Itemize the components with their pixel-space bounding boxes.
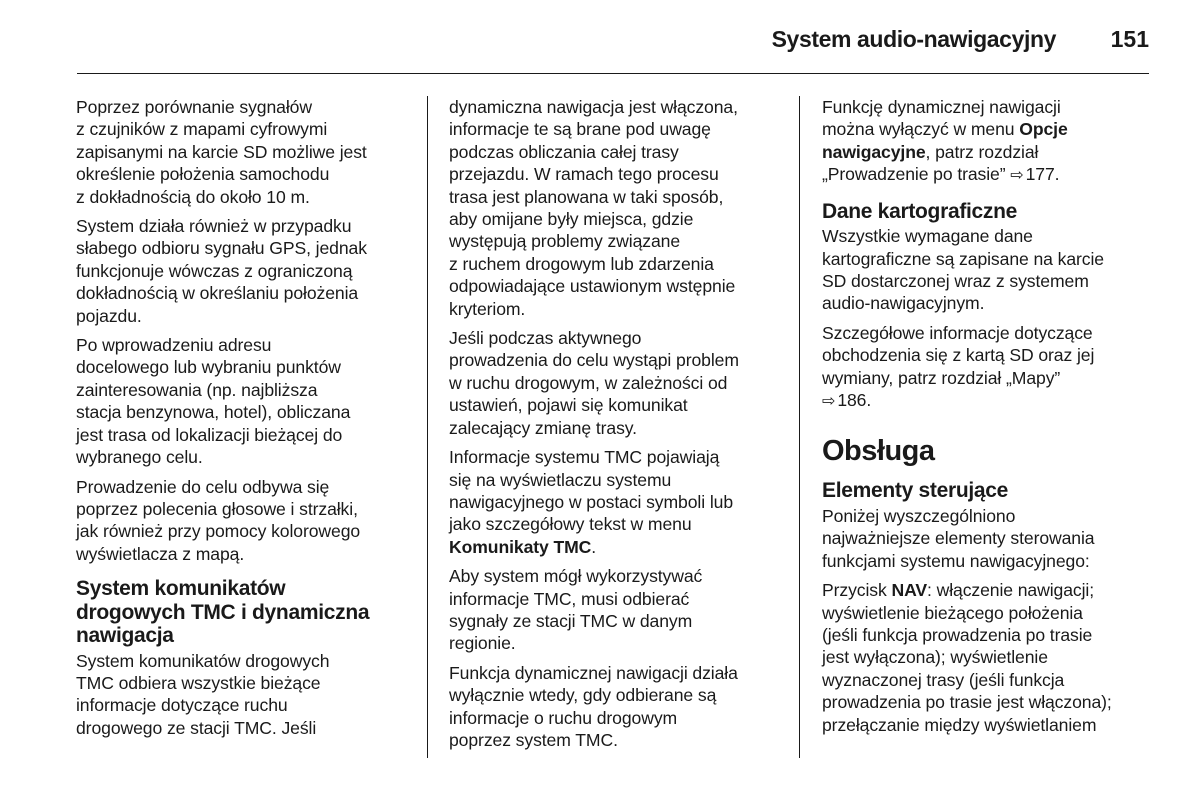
text-line: wyłącznie wtedy, gdy odbierane są bbox=[449, 685, 717, 706]
text-line: nawigacja bbox=[76, 624, 174, 648]
text-line: słabego odbioru sygnału GPS, jednak bbox=[76, 238, 367, 259]
text-line: odpowiadające ustawionym wstępnie bbox=[449, 276, 736, 297]
paragraph-sd-card-details bbox=[822, 322, 1157, 414]
text-line: prowadzenia do celu wystąpi problem bbox=[449, 350, 739, 371]
paragraph-route-calculation bbox=[76, 334, 416, 468]
text-line: Szczegółowe informacje dotyczące bbox=[822, 322, 1093, 343]
paragraph-tmc-display bbox=[449, 446, 789, 558]
nav-button-text bbox=[822, 602, 1157, 736]
text-line: Prowadzenie do celu odbywa się bbox=[76, 476, 330, 497]
paragraph-tmc-reception bbox=[449, 565, 789, 655]
text-line: informacje TMC, musi odbierać bbox=[449, 588, 690, 609]
paragraph-dynamic-only bbox=[449, 662, 789, 752]
text-line: nawigacyjnego w postaci symboli lub bbox=[449, 491, 734, 512]
text-line: System komunikatów bbox=[76, 577, 286, 601]
paragraph-nav-button bbox=[822, 579, 1157, 736]
text-line: przejazdu. W ramach tego procesu bbox=[449, 164, 719, 185]
text-line: poprzez system TMC. bbox=[449, 729, 618, 750]
text-line: (jeśli funkcja prowadzenia po trasie bbox=[822, 624, 1093, 645]
text-fragment: : włączenie nawigacji; bbox=[927, 580, 1095, 601]
paragraph-weak-gps bbox=[76, 215, 416, 327]
heading-text: Elementy sterujące bbox=[822, 479, 1009, 503]
paragraph-map-data bbox=[822, 225, 1157, 315]
text-line: pojazdu. bbox=[76, 305, 142, 326]
text-line: funkcjami systemu nawigacyjnego: bbox=[822, 550, 1090, 571]
text-line: jest wyłączona); wyświetlenie bbox=[822, 647, 1048, 668]
menu-name-navigation-options: Opcje bbox=[1019, 119, 1068, 140]
text-line: wyznaczonej trasy (jeśli funkcja bbox=[822, 669, 1065, 690]
text-line: Funkcję dynamicznej nawigacji bbox=[822, 97, 1061, 117]
column-divider-2 bbox=[799, 96, 800, 758]
page-reference-arrow-icon: ⇨ bbox=[822, 392, 836, 410]
text-line: System komunikatów drogowych bbox=[76, 650, 330, 671]
paragraph-dynamic-navigation bbox=[449, 96, 789, 320]
sentence-end: . bbox=[591, 536, 597, 557]
menu-name-navigation-options-cont: nawigacyjne bbox=[822, 141, 926, 162]
text-line: kartograficzne są zapisane na karcie bbox=[822, 248, 1104, 269]
column-2 bbox=[449, 96, 789, 758]
text-line: z ruchem drogowym lub zdarzenia bbox=[449, 253, 714, 274]
text-line: dokładnością w określaniu położenia bbox=[76, 283, 359, 304]
text-line: dynamiczna nawigacja jest włączona, bbox=[449, 97, 738, 117]
paragraph-traffic-problem bbox=[449, 327, 789, 439]
text-line: wyświetlenie bieżącego położenia bbox=[822, 602, 1083, 623]
column-1 bbox=[76, 96, 416, 746]
text-line: Po wprowadzeniu adresu bbox=[76, 335, 272, 356]
text-fragment: , patrz rozdział bbox=[925, 141, 1039, 162]
text-line: jest trasa od lokalizacji bieżącej do bbox=[76, 424, 343, 445]
paragraph-tmc-intro bbox=[76, 650, 416, 740]
text-line: docelowego lub wybraniu punktów bbox=[76, 357, 341, 378]
text-line: informacje te są brane pod uwagę bbox=[449, 119, 711, 140]
text-line: Poprzez porównanie sygnałów bbox=[76, 97, 312, 117]
text-line: sygnały ze stacji TMC w danym bbox=[449, 610, 693, 631]
page-reference: 186. bbox=[837, 389, 872, 410]
page-header bbox=[0, 0, 1200, 78]
text-line: regionie. bbox=[449, 633, 516, 654]
text-line: System działa również w przypadku bbox=[76, 216, 352, 237]
text-line: z czujników z mapami cyfrowymi bbox=[76, 119, 328, 140]
text-line: zainteresowania (np. najbliższa bbox=[76, 379, 318, 400]
text-line: informacje o ruchu drogowym bbox=[449, 707, 678, 728]
text-line: najważniejsze elementy sterowania bbox=[822, 528, 1095, 549]
text-line: Aby system mógł wykorzystywać bbox=[449, 566, 703, 587]
text-line: przełączanie między wyświetlaniem bbox=[822, 714, 1097, 735]
page-reference: 177. bbox=[1025, 164, 1060, 185]
column-3 bbox=[822, 96, 1157, 743]
text-line: Jeśli podczas aktywnego bbox=[449, 328, 642, 349]
text-line: prowadzenia po trasie jest włączona); bbox=[822, 692, 1112, 713]
text-line: aby omijane były miejsca, gdzie bbox=[449, 209, 694, 230]
page-reference-arrow-icon: ⇨ bbox=[1010, 167, 1024, 185]
text-line: podczas obliczania całej trasy bbox=[449, 141, 679, 162]
sd-card-text bbox=[822, 322, 1157, 389]
column-divider-1 bbox=[427, 96, 428, 758]
text-line: trasa jest planowana w taki sposób, bbox=[449, 186, 724, 207]
paragraph-guidance bbox=[76, 476, 416, 566]
heading-map-data bbox=[822, 200, 1157, 224]
text-line: informacje dotyczące ruchu bbox=[76, 695, 288, 716]
text-line: określenie położenia samochodu bbox=[76, 164, 330, 185]
heading-controls bbox=[822, 479, 1157, 503]
text-line: wyświetlacza z mapą. bbox=[76, 543, 245, 564]
tmc-display-text bbox=[449, 446, 789, 536]
text-fragment: Przycisk bbox=[822, 580, 892, 601]
text-line: występują problemy związane bbox=[449, 231, 681, 252]
page-number: 151 bbox=[1110, 26, 1149, 52]
running-header-title: System audio-nawigacyjny bbox=[771, 26, 1056, 52]
text-line: jak również przy pomocy kolorowego bbox=[76, 521, 361, 542]
text-line: audio-nawigacyjnym. bbox=[822, 293, 985, 314]
text-line: zapisanymi na karcie SD możliwe jest bbox=[76, 141, 367, 162]
text-line: zalecający zmianę trasy. bbox=[449, 417, 637, 438]
text-line: drogowych TMC i dynamiczna bbox=[76, 600, 370, 624]
text-line: funkcjonuje wówczas z ograniczoną bbox=[76, 260, 353, 281]
text-line: drogowego ze stacji TMC. Jeśli bbox=[76, 717, 317, 738]
heading-text: Dane kartograficzne bbox=[822, 199, 1018, 223]
text-line: TMC odbiera wszystkie bieżące bbox=[76, 673, 321, 694]
text-line: kryteriom. bbox=[449, 298, 526, 319]
button-name-nav: NAV bbox=[891, 580, 928, 601]
paragraph-sensor-comparison bbox=[76, 96, 416, 208]
paragraph-controls-intro bbox=[822, 505, 1157, 572]
text-line: Funkcja dynamicznej nawigacji działa bbox=[449, 662, 738, 683]
text-fragment: „Prowadzenie po trasie” bbox=[822, 164, 1011, 185]
menu-name-tmc-messages: Komunikaty TMC bbox=[449, 536, 592, 557]
text-line: ustawień, pojawi się komunikat bbox=[449, 395, 688, 416]
text-line: wybranego celu. bbox=[76, 447, 203, 468]
text-line: Wszystkie wymagane dane bbox=[822, 226, 1033, 247]
text-line: obchodzenia się z kartą SD oraz jej bbox=[822, 345, 1095, 366]
paragraph-disable-dynamic bbox=[822, 96, 1157, 188]
text-line: wymiany, patrz rozdział „Mapy” bbox=[822, 367, 1061, 388]
text-fragment: można wyłączyć w menu bbox=[822, 119, 1020, 140]
text-line: w ruchu drogowym, w zależności od bbox=[449, 372, 728, 393]
text-line: się na wyświetlaczu systemu bbox=[449, 469, 672, 490]
header-divider bbox=[77, 73, 1149, 74]
text-line: z dokładnością do około 10 m. bbox=[76, 186, 310, 207]
text-line: Informacje systemu TMC pojawiają bbox=[449, 447, 720, 468]
heading-operation: Obsługa bbox=[822, 435, 935, 468]
text-line: SD dostarczonej wraz z systemem bbox=[822, 270, 1089, 291]
text-line: poprzez polecenia głosowe i strzałki, bbox=[76, 498, 358, 519]
heading-tmc-dynamic-navigation bbox=[76, 577, 416, 648]
text-line: jako szczegółowy tekst w menu bbox=[449, 514, 692, 535]
text-line: Poniżej wyszczególniono bbox=[822, 505, 1016, 526]
text-line: stacja benzynowa, hotel), obliczana bbox=[76, 402, 351, 423]
